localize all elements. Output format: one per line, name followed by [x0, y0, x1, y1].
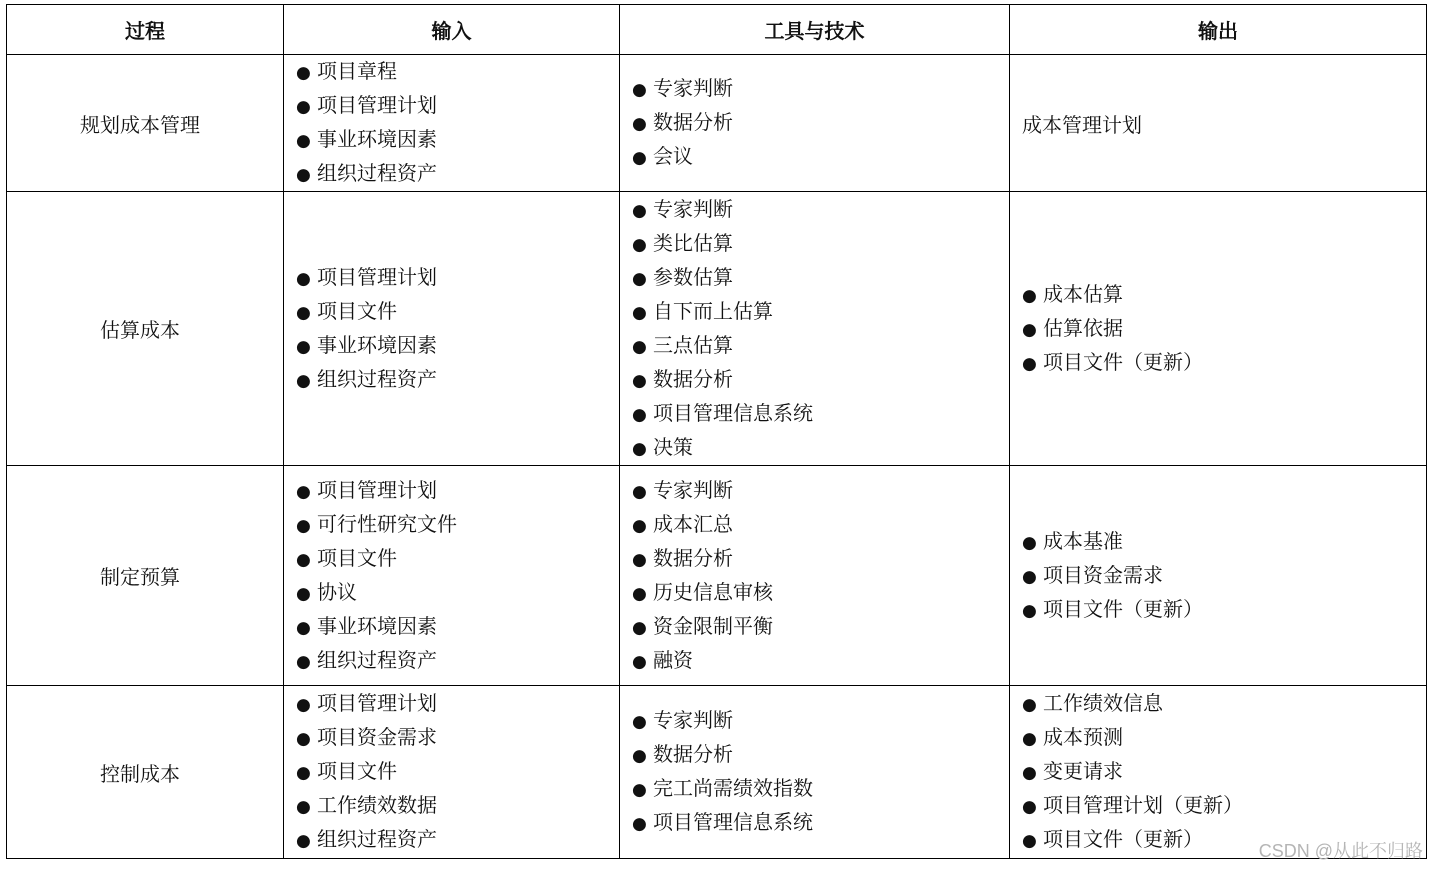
list-item [296, 508, 619, 542]
bullet-icon: ● [296, 763, 311, 783]
bullet-icon: ● [632, 336, 647, 357]
list-item [632, 329, 1009, 363]
list-item-text: 项目管理信息系统 [653, 810, 813, 834]
list-item-text: 项目资金需求 [1043, 562, 1163, 587]
bullet-icon: ● [296, 549, 311, 570]
bullet-icon: ● [296, 695, 311, 715]
list-item-text: 专家判断 [653, 196, 733, 221]
list-item-text: 融资 [653, 647, 693, 672]
bullet-icon: ● [632, 302, 647, 323]
list-item-text: 项目管理计划 [317, 477, 437, 502]
list-item [296, 610, 619, 644]
list-item [296, 644, 619, 678]
bullet-list [632, 704, 1009, 840]
list-item [296, 789, 619, 823]
list-item-text: 项目管理信息系统 [653, 400, 813, 425]
list-item [296, 576, 619, 610]
list-item-text: 事业环境因素 [317, 332, 437, 357]
bullet-icon: ● [296, 370, 311, 391]
list-item [632, 72, 1009, 106]
bullet-icon: ● [1022, 729, 1037, 749]
bullet-list [632, 193, 1009, 465]
header-tools: 工具与技术 [620, 5, 1010, 55]
tools-cell [620, 466, 1010, 686]
list-item-text: 专家判断 [653, 76, 733, 100]
list-item-text: 项目管理计划 [317, 93, 437, 117]
list-item [296, 363, 619, 397]
bullet-icon: ● [632, 617, 647, 638]
list-item-text: 决策 [653, 434, 693, 459]
list-item-text: 项目文件 [317, 759, 397, 783]
bullet-icon: ● [296, 651, 311, 672]
list-item [296, 89, 619, 123]
bullet-icon: ● [632, 234, 647, 255]
bullet-icon: ● [296, 617, 311, 638]
bullet-list [296, 687, 619, 857]
list-item [1022, 525, 1426, 559]
list-item-text: 类比估算 [653, 230, 733, 255]
list-item [1022, 755, 1426, 789]
list-item-text: 协议 [317, 579, 357, 604]
bullet-icon: ● [632, 114, 647, 134]
process-table [6, 4, 1427, 859]
process-name: 规划成本管理 [7, 55, 284, 192]
list-item [1022, 593, 1426, 627]
process-name: 制定预算 [7, 466, 284, 686]
inputs-cell [284, 466, 620, 686]
table-row-control-cost [7, 686, 1427, 859]
bullet-icon: ● [632, 583, 647, 604]
list-item [296, 721, 619, 755]
bullet-icon: ● [632, 549, 647, 570]
list-item-text: 专家判断 [653, 708, 733, 732]
list-item [296, 295, 619, 329]
bullet-icon: ● [632, 481, 647, 502]
tools-cell [620, 686, 1010, 859]
list-item [632, 508, 1009, 542]
bullet-icon: ● [1022, 797, 1037, 817]
list-item-text: 项目文件（更新） [1043, 827, 1203, 851]
list-item-text: 变更请求 [1043, 759, 1123, 783]
list-item-text: 事业环境因素 [317, 613, 437, 638]
list-item [296, 55, 619, 89]
list-item-text: 估算依据 [1043, 315, 1123, 340]
bullet-icon: ● [296, 729, 311, 749]
bullet-icon: ● [296, 268, 311, 289]
list-item-text: 专家判断 [653, 477, 733, 502]
watermark: CSDN @从此不归路 [1258, 841, 1423, 861]
list-item [1022, 346, 1426, 380]
bullet-icon: ● [632, 814, 647, 834]
list-item [1022, 312, 1426, 346]
bullet-icon: ● [1022, 566, 1037, 587]
list-item [296, 755, 619, 789]
bullet-icon: ● [632, 404, 647, 425]
list-item [296, 123, 619, 157]
bullet-icon: ● [1022, 831, 1037, 851]
list-item-text: 项目管理计划（更新） [1043, 793, 1243, 817]
bullet-icon: ● [1022, 763, 1037, 783]
list-item-text: 项目文件 [317, 298, 397, 323]
list-item [632, 704, 1009, 738]
list-item-text: 组织过程资产 [317, 647, 437, 672]
table-row-plan-cost [7, 55, 1427, 192]
bullet-icon: ● [632, 746, 647, 766]
list-item [632, 738, 1009, 772]
bullet-icon: ● [296, 515, 311, 536]
bullet-icon: ● [632, 370, 647, 391]
list-item [296, 157, 619, 191]
bullet-icon: ● [1022, 532, 1037, 553]
list-item [632, 363, 1009, 397]
outputs-cell [1010, 686, 1427, 859]
bullet-icon: ● [1022, 600, 1037, 621]
bullet-icon: ● [632, 515, 647, 536]
bullet-icon: ● [296, 165, 311, 185]
table-row-determine-budget [7, 466, 1427, 686]
process-name: 控制成本 [7, 686, 284, 859]
list-item-text: 数据分析 [653, 545, 733, 570]
inputs-cell [284, 55, 620, 192]
list-item-text: 项目管理计划 [317, 691, 437, 715]
process-name: 估算成本 [7, 192, 284, 466]
list-item-text: 数据分析 [653, 110, 733, 134]
bullet-list [1022, 687, 1426, 857]
list-item [632, 772, 1009, 806]
list-item [632, 576, 1009, 610]
list-item [632, 610, 1009, 644]
list-item-text: 组织过程资产 [317, 827, 437, 851]
bullet-list [632, 474, 1009, 678]
bullet-icon: ● [296, 583, 311, 604]
list-item [632, 140, 1009, 174]
list-item [1022, 789, 1426, 823]
bullet-icon: ● [632, 438, 647, 459]
header-row [7, 5, 1427, 55]
list-item-text: 成本估算 [1043, 281, 1123, 306]
list-item [632, 644, 1009, 678]
list-item [1022, 559, 1426, 593]
bullet-icon: ● [296, 797, 311, 817]
list-item [632, 295, 1009, 329]
bullet-icon: ● [1022, 285, 1037, 306]
bullet-list [632, 72, 1009, 174]
list-item-text: 成本汇总 [653, 511, 733, 536]
bullet-icon: ● [296, 336, 311, 357]
list-item [296, 687, 619, 721]
list-item-text: 历史信息审核 [653, 579, 773, 604]
bullet-icon: ● [296, 831, 311, 851]
list-item [296, 474, 619, 508]
bullet-list [1022, 278, 1426, 380]
bullet-icon: ● [632, 268, 647, 289]
list-item-text: 数据分析 [653, 366, 733, 391]
list-item [632, 806, 1009, 840]
list-item-text: 组织过程资产 [317, 366, 437, 391]
list-item [632, 227, 1009, 261]
list-item-text: 组织过程资产 [317, 161, 437, 185]
header-outputs: 输出 [1010, 5, 1427, 55]
list-item [1022, 687, 1426, 721]
list-item [296, 261, 619, 295]
header-inputs: 输入 [284, 5, 620, 55]
list-item-text: 可行性研究文件 [317, 511, 457, 536]
list-item-text: 成本基准 [1043, 528, 1123, 553]
list-item [632, 542, 1009, 576]
list-item-text: 项目文件（更新） [1043, 596, 1203, 621]
list-item [632, 431, 1009, 465]
bullet-icon: ● [296, 481, 311, 502]
table-row-estimate-cost [7, 192, 1427, 466]
list-item-text: 会议 [653, 144, 693, 168]
bullet-icon: ● [296, 63, 311, 83]
list-item-text: 成本预测 [1043, 725, 1123, 749]
bullet-icon: ● [296, 131, 311, 151]
list-item-text: 项目文件 [317, 545, 397, 570]
list-item-text: 数据分析 [653, 742, 733, 766]
list-item-text: 完工尚需绩效指数 [653, 776, 813, 800]
list-item [632, 261, 1009, 295]
bullet-icon: ● [632, 148, 647, 168]
list-item [296, 542, 619, 576]
list-item-text: 工作绩效信息 [1043, 691, 1163, 715]
bullet-icon: ● [296, 97, 311, 117]
bullet-icon: ● [632, 712, 647, 732]
outputs-cell [1010, 192, 1427, 466]
bullet-icon: ● [632, 200, 647, 221]
list-item-text: 项目文件（更新） [1043, 349, 1203, 374]
list-item-text: 事业环境因素 [317, 127, 437, 151]
list-item-text: 项目资金需求 [317, 725, 437, 749]
tools-cell [620, 192, 1010, 466]
bullet-list [296, 474, 619, 678]
list-item [296, 823, 619, 857]
outputs-cell: 成本管理计划 [1010, 55, 1427, 192]
list-item-text: 三点估算 [653, 332, 733, 357]
bullet-icon: ● [632, 780, 647, 800]
inputs-cell [284, 686, 620, 859]
header-process: 过程 [7, 5, 284, 55]
bullet-list [1022, 525, 1426, 627]
bullet-icon: ● [1022, 695, 1037, 715]
list-item-text: 资金限制平衡 [653, 613, 773, 638]
bullet-icon: ● [296, 302, 311, 323]
bullet-icon: ● [632, 80, 647, 100]
inputs-cell [284, 192, 620, 466]
list-item-text: 项目管理计划 [317, 264, 437, 289]
list-item [632, 397, 1009, 431]
outputs-cell [1010, 466, 1427, 686]
list-item [632, 106, 1009, 140]
bullet-list [296, 55, 619, 191]
list-item-text: 参数估算 [653, 264, 733, 289]
bullet-icon: ● [1022, 319, 1037, 340]
bullet-icon: ● [1022, 353, 1037, 374]
list-item [296, 329, 619, 363]
list-item-text: 自下而上估算 [653, 298, 773, 323]
list-item [1022, 721, 1426, 755]
list-item-text: 项目章程 [317, 59, 397, 83]
bullet-icon: ● [632, 651, 647, 672]
list-item [632, 193, 1009, 227]
list-item [1022, 278, 1426, 312]
list-item-text: 工作绩效数据 [317, 793, 437, 817]
tools-cell [620, 55, 1010, 192]
list-item [632, 474, 1009, 508]
bullet-list [296, 261, 619, 397]
